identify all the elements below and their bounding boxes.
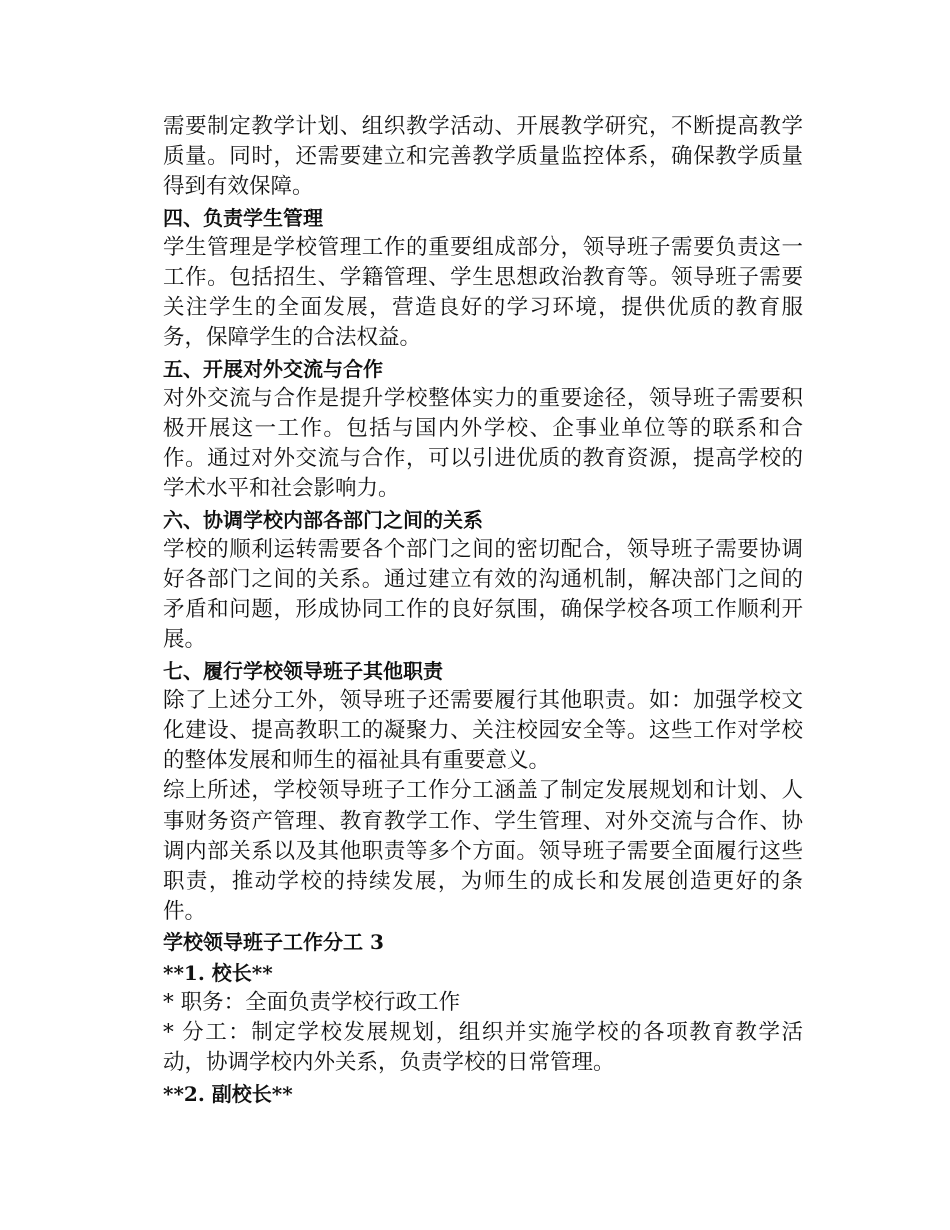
paragraph-external-exchange: 对外交流与合作是提升学校整体实力的重要途径，领导班子需要积极开展这一工作。包括与国内外学校、企事业单位等的联系和合作。通过对外交流与合作，可以引进优质的教育资源，提高学校的学术水平和社会影响力。 (163, 385, 803, 502)
paragraph-internal-coordination: 学校的顺利运转需要各个部门之间的密切配合，领导班子需要协调好各部门之间的关系。通过建立有效的沟通机制，解决部门之间的矛盾和问题，形成协同工作的良好氛围，确保学校各项工作顺利开展。 (163, 536, 803, 653)
heading-principal: **1. 校长** (163, 960, 273, 985)
paragraph-summary: 综上所述，学校领导班子工作分工涵盖了制定发展规划和计划、人事财务资产管理、教育教学工作、学生管理、对外交流与合作、协调内部关系以及其他职责等多个方面。领导班子需要全面履行这些职责，推动学校的持续发展，为师生的成长和发展创造更好的条件。 (163, 778, 803, 925)
heading-student-management: 四、负责学生管理 (163, 205, 323, 230)
heading-vice-principal: **2. 副校长** (163, 1081, 293, 1106)
heading-other-duties: 七、履行学校领导班子其他职责 (163, 658, 443, 683)
heading-internal-coordination: 六、协调学校内部各部门之间的关系 (163, 507, 483, 532)
paragraph-teaching: 需要制定教学计划、组织教学活动、开展教学研究，不断提高教学质量。同时，还需要建立和完善教学质量监控体系，确保教学质量得到有效保障。 (163, 114, 803, 200)
heading-external-exchange: 五、开展对外交流与合作 (163, 356, 383, 381)
principal-division: * 分工：制定学校发展规划，组织并实施学校的各项教育教学活动，协调学校内外关系，负责学校的日常管理。 (163, 1020, 803, 1076)
section-title-3: 学校领导班子工作分工 3 (163, 930, 384, 955)
principal-position: * 职务：全面负责学校行政工作 (163, 989, 461, 1015)
paragraph-student-management: 学生管理是学校管理工作的重要组成部分，领导班子需要负责这一工作。包括招生、学籍管理、学生思想政治教育等。领导班子需要关注学生的全面发展，营造良好的学习环境，提供优质的教育服务，保障学生的合法权益。 (163, 234, 803, 351)
paragraph-other-duties: 除了上述分工外，领导班子还需要履行其他职责。如：加强学校文化建设、提高教职工的凝聚力、关注校园安全等。这些工作对学校的整体发展和师生的福祉具有重要意义。 (163, 687, 803, 774)
document-page (163, 112, 803, 1109)
